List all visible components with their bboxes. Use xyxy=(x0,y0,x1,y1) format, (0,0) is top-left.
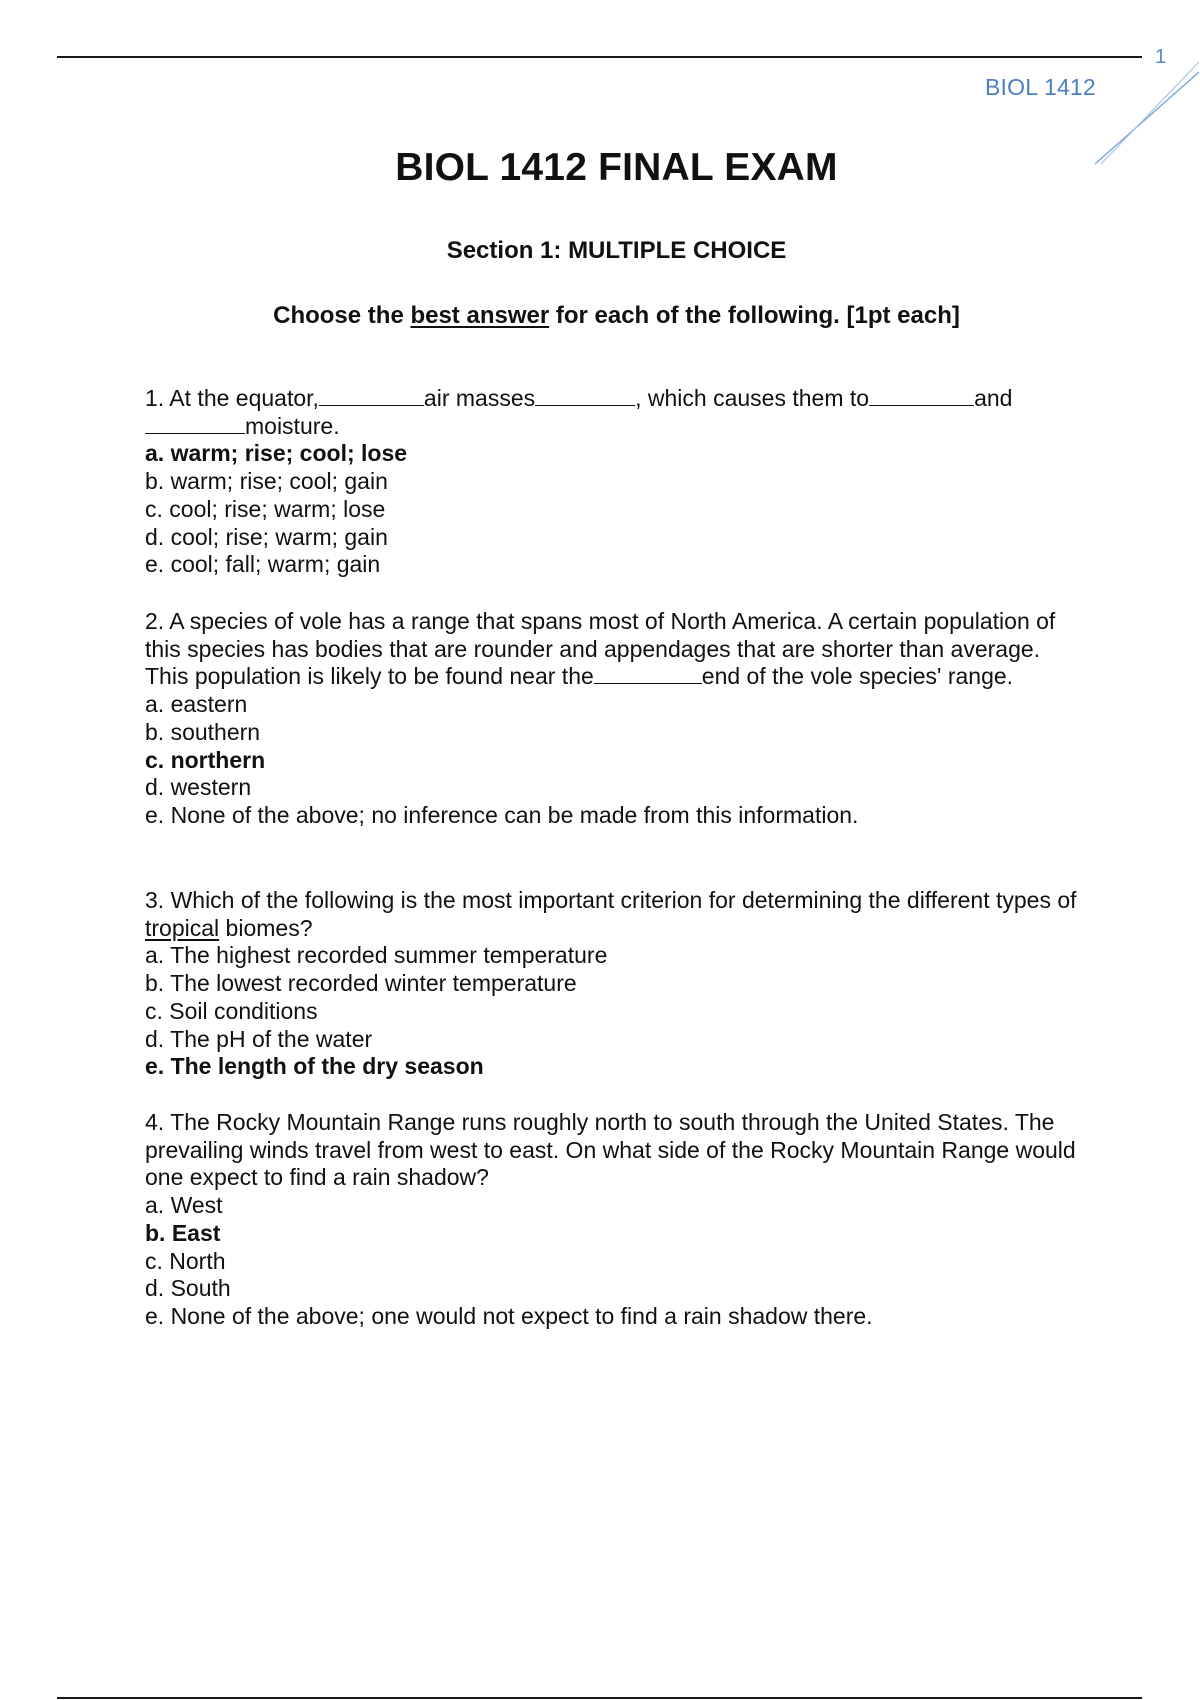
question-1 xyxy=(145,385,1085,579)
option-c-correct: c. northern xyxy=(145,746,266,773)
instructions: Choose the best answer for each of the following. [1pt each] xyxy=(273,302,960,329)
option-d: d. western xyxy=(145,774,252,801)
question-3 xyxy=(145,887,1085,1081)
option-d: d. The pH of the water xyxy=(145,1025,373,1052)
answer-blank xyxy=(869,385,974,406)
option-a-correct: a. warm; rise; cool; lose xyxy=(145,440,408,467)
question-stem: 1. At the equator, air masses , which causes them to and moisture. xyxy=(145,385,1013,439)
option-e-correct: e. The length of the dry season xyxy=(145,1053,484,1080)
option-b: b. The lowest recorded winter temperature xyxy=(145,970,577,997)
emphasized-word: tropical xyxy=(145,914,220,941)
page-title: BIOL 1412 FINAL EXAM xyxy=(395,146,838,189)
answer-blank xyxy=(319,385,424,406)
question-2 xyxy=(145,608,1085,830)
option-c: c. North xyxy=(145,1247,226,1274)
header-rule xyxy=(57,56,1142,58)
option-c: c. Soil conditions xyxy=(145,997,318,1024)
option-a: a. The highest recorded summer temperature xyxy=(145,942,608,969)
section-heading: Section 1: MULTIPLE CHOICE xyxy=(446,237,787,264)
option-b: b. southern xyxy=(145,718,261,745)
option-d: d. cool; rise; warm; gain xyxy=(145,523,388,550)
instructions-emphasis: best answer xyxy=(410,302,550,329)
option-c: c. cool; rise; warm; lose xyxy=(145,495,386,522)
footer-rule xyxy=(57,1697,1142,1699)
answer-blank xyxy=(145,413,245,434)
running-header: BIOL 1412 xyxy=(985,74,1096,100)
answer-blank xyxy=(535,385,635,406)
option-a: a. eastern xyxy=(145,691,248,718)
option-d: d. South xyxy=(145,1275,231,1302)
option-e: e. None of the above; one would not expect to find a rain shadow there. xyxy=(145,1302,873,1329)
option-b: b. warm; rise; cool; gain xyxy=(145,468,388,495)
answer-blank xyxy=(594,663,702,684)
option-e: e. None of the above; no inference can be made from this information. xyxy=(145,801,859,828)
page-number: 1 xyxy=(1155,46,1167,68)
question-stem: 4. The Rocky Mountain Range runs roughly north to south through the United States. The prevailing winds travel from west to east. On what side of the Rocky Mountain Range would one expect to find a rain shadow? xyxy=(145,1109,1076,1191)
option-a: a. West xyxy=(145,1192,223,1219)
option-b-correct: b. East xyxy=(145,1219,221,1246)
question-stem: 3. Which of the following is the most important criterion for determining the different types of tropical biomes? xyxy=(145,887,1077,941)
question-stem: 2. A species of vole has a range that spans most of North America. A certain population of this species has bodies that are rounder and appendages that are shorter than average. This population is likely to be found near the end of the vole species' range. xyxy=(145,608,1056,690)
option-e: e. cool; fall; warm; gain xyxy=(145,551,381,578)
question-4 xyxy=(145,1109,1085,1331)
